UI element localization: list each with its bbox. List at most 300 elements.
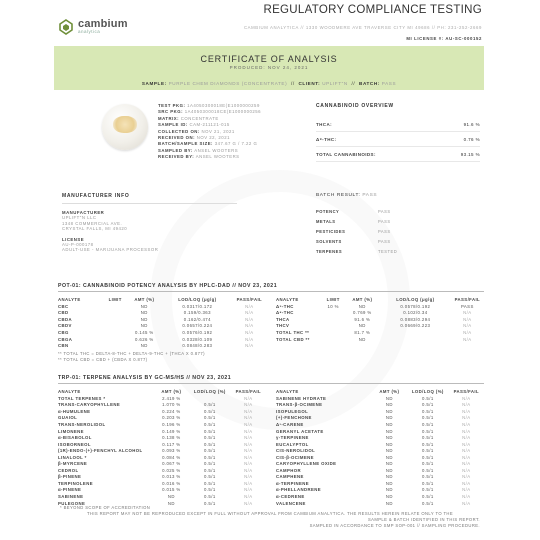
sample-info-key: RECEIVED BY: — [158, 154, 195, 160]
result-cell — [380, 336, 451, 343]
potency-notes — [58, 351, 205, 363]
result-cell: 0.5/1 — [422, 474, 434, 480]
disclaimer-line-2: SAMPLE & BATCH IDENTIFIED IN THIS REPORT. — [367, 517, 480, 522]
result-cell: ND — [385, 435, 393, 441]
result-cell: 0.5/1 — [204, 441, 216, 447]
result-cell: ND — [385, 487, 393, 493]
analyte-name: γ-TERPINENE — [276, 435, 309, 441]
column-header: LOD/LOQ (%) — [411, 388, 444, 394]
result-cell: 0.5/1 — [422, 441, 434, 447]
result-cell: N/A — [244, 467, 253, 473]
result-cell: ND — [385, 395, 393, 401]
total-cbd-note: ** TOTAL CBD = CBD + (CBDA X 0.877) — [58, 357, 148, 362]
column-header: LIMIT — [326, 296, 340, 302]
result-cell: 0.626 % — [135, 336, 154, 342]
sample-info-key: BATCH/SAMPLE SIZE: — [158, 141, 213, 147]
result-cell: N/A — [462, 493, 471, 499]
result-cell: ND — [385, 454, 393, 460]
overview-row — [316, 132, 480, 147]
sample-info-key: RECEIVED ON: — [158, 135, 196, 141]
batch-result — [316, 193, 436, 256]
analyte-name: PULEGONE — [58, 500, 86, 506]
analyte-name: SABINENE HYDRATE — [276, 395, 327, 401]
manufacturer-title: MANUFACTURER INFO — [62, 193, 130, 199]
analyte-name: SABINENE — [58, 493, 84, 499]
test-status: PASS — [378, 218, 391, 224]
column-header: LOD/LOQ (%) — [193, 388, 226, 394]
result-cell: N/A — [462, 461, 471, 467]
analyte-name: (1R)-ENDO-(+)-FENCHYL ALCOHOL — [58, 448, 143, 454]
result-cell: N/A — [462, 487, 471, 493]
result-cell: ND — [385, 448, 393, 454]
potency-rule — [58, 291, 484, 292]
result-cell: N/A — [245, 303, 254, 309]
result-cell: N/A — [462, 448, 471, 454]
result-cell: ND — [385, 421, 393, 427]
analyte-name: TRANS-NEROLIDOL — [58, 421, 106, 427]
result-cell: N/A — [463, 310, 472, 316]
test-status: TESTED — [378, 248, 398, 254]
batch-value: PASS — [381, 81, 397, 86]
result-cell: 0.5/1 — [422, 435, 434, 441]
analyte-name: CBG — [58, 329, 69, 335]
result-cell: N/A — [244, 421, 253, 427]
batch-label: BATCH: — [359, 81, 380, 86]
logo-name: cambium — [78, 18, 128, 31]
analyte-name: CIS-NEROLIDOL — [276, 448, 316, 454]
analyte-name: GUAIOL — [58, 415, 78, 421]
result-cell — [104, 342, 127, 349]
column-header: ANALYTE — [276, 296, 299, 302]
result-cell: 0.5/1 — [422, 467, 434, 473]
result-cell: ND — [385, 428, 393, 434]
manufacturer-info — [62, 193, 242, 253]
result-cell: N/A — [462, 402, 471, 408]
column-header: PASS/FAIL — [454, 296, 481, 302]
table-row — [58, 342, 266, 349]
overview-value: 93.15 % — [460, 152, 480, 157]
result-cell: N/A — [463, 336, 472, 342]
result-cell: 0.5/1 — [422, 421, 434, 427]
result-cell: N/A — [463, 316, 472, 322]
result-cell: ND — [140, 310, 148, 316]
column-header: PASS/FAIL — [453, 388, 480, 394]
result-cell: 0.769 % — [353, 310, 372, 316]
analyte-name: β-MYRCENE — [58, 461, 88, 467]
sample-info-key: SAMPLED BY: — [158, 147, 193, 153]
result-cell: 1.070 % — [162, 402, 181, 408]
analyte-name: THCV — [276, 323, 290, 329]
result-cell: 0.5/1 — [204, 500, 216, 506]
test-result-row — [316, 216, 436, 226]
result-cell: N/A — [244, 454, 253, 460]
result-cell: 0.138 % — [162, 435, 181, 441]
potency-section-title: POT-01: CANNABINOID POTENCY ANALYSIS BY HPLC-DAD // NOV 23, 2021 — [58, 283, 278, 289]
result-cell: 0.203 % — [162, 415, 181, 421]
result-cell: 0.5/1 — [204, 487, 216, 493]
sample-info-value: NOV 22, 2021 — [196, 135, 230, 141]
result-cell: N/A — [463, 323, 472, 329]
result-cell: N/A — [462, 454, 471, 460]
result-cell: 0.5/1 — [422, 395, 434, 401]
sample-info-key: SAMPLE ID: — [158, 122, 188, 128]
test-name: PESTICIDES — [316, 228, 346, 234]
analyte-name: EUCALYPTOL — [276, 441, 309, 447]
terpene-section-title: TRP-01: TERPENE ANALYSIS BY GC-MS/HS // NOV 23, 2021 — [58, 375, 232, 381]
column-header: ANALYTE — [58, 296, 81, 302]
column-header: LIMIT — [108, 296, 122, 302]
result-cell — [322, 336, 345, 343]
result-cell: 0.162/0.474 — [183, 316, 211, 322]
sample-info-value: CAM-211121-015 — [189, 122, 230, 128]
analyte-name: TOTAL CBD ** — [276, 336, 310, 342]
test-result-row — [316, 206, 436, 216]
result-cell: 0.5/1 — [422, 461, 434, 467]
column-header: ANALYTE — [58, 388, 81, 394]
analyte-name: GERANYL ACETATE — [276, 428, 324, 434]
test-result-row — [316, 246, 436, 256]
result-cell: N/A — [462, 395, 471, 401]
overview-key: Δ⁹-THC: — [316, 137, 337, 142]
result-cell: 0.5/1 — [422, 408, 434, 414]
result-cell: N/A — [245, 336, 254, 342]
result-cell: PASS — [460, 303, 474, 309]
result-cell: N/A — [462, 467, 471, 473]
result-cell: ND — [140, 323, 148, 329]
result-cell: N/A — [462, 428, 471, 434]
test-result-row — [316, 236, 436, 246]
result-cell: N/A — [244, 441, 253, 447]
test-name: TERPENES — [316, 248, 343, 254]
result-cell: 0.5/1 — [422, 480, 434, 486]
table-row — [276, 336, 484, 343]
result-cell: N/A — [462, 474, 471, 480]
result-cell: N/A — [244, 474, 253, 480]
result-cell: 10 % — [327, 303, 339, 309]
client-value: UPLIFT"N — [322, 81, 348, 86]
result-cell: 0.5/1 — [204, 493, 216, 499]
result-cell: 0.159/0.363 — [183, 310, 211, 316]
analyte-name: Δ⁸-THC — [276, 310, 294, 316]
disclaimer-line-3: SAMPLED IN ACCORDANCE TO SMP SOP-001 // SAMPLING PROCEDURE. — [309, 523, 480, 528]
analyte-name: TOTAL TERPENES * — [58, 395, 106, 401]
terpene-table-right — [276, 387, 484, 506]
sample-info-key: COLLECTED ON: — [158, 128, 200, 134]
result-cell: 0.117 % — [162, 441, 181, 447]
result-cell: 0.5/1 — [422, 487, 434, 493]
license-line: ADULT-USE - MARIJUANA PROCESSOR — [62, 247, 159, 253]
batch-result-label: BATCH RESULT: — [316, 193, 361, 198]
result-cell: N/A — [463, 329, 472, 335]
result-cell: N/A — [244, 402, 253, 408]
analyte-name: Δ⁹-THC — [276, 303, 294, 309]
result-cell: 0.5/1 — [204, 408, 216, 414]
result-cell: 0.0578/0.192 — [400, 303, 431, 309]
analyte-name: TOTAL THC ** — [276, 329, 310, 335]
result-cell: 0.067 % — [162, 461, 181, 467]
result-cell: N/A — [245, 329, 254, 335]
sample-info-value: 1A4050300018E(E1000000259 — [187, 103, 260, 108]
result-cell: N/A — [244, 395, 253, 401]
analyte-name: α-CEDRENE — [276, 493, 305, 499]
result-cell: 0.5/1 — [204, 428, 216, 434]
analyte-name: α-BISABOLOL — [58, 435, 92, 441]
lab-license: MI LICENSE #: AU-SC-000152 — [406, 36, 482, 41]
test-name: METALS — [316, 218, 336, 224]
overview-value: 91.6 % — [463, 122, 480, 127]
report-type-title: REGULATORY COMPLIANCE TESTING — [263, 4, 482, 16]
result-cell: ND — [140, 303, 148, 309]
manufacturer-line: 1348 COMMERCIAL AVE. — [62, 220, 123, 226]
manufacturer-line: CRYSTAL FALLS, MI 49420 — [62, 226, 128, 232]
analyte-name: α-PINENE — [58, 487, 82, 493]
result-cell: N/A — [462, 408, 471, 414]
analyte-name: ISOPULEGOL — [276, 408, 309, 414]
analyte-name: CBGA — [58, 336, 73, 342]
sample-info-value: 1A4050300018CE(E1000000256 — [184, 109, 262, 115]
accreditation-note: * BEYOND SCOPE OF ACCREDITATION — [60, 505, 151, 510]
result-cell: 0.5/1 — [422, 415, 434, 421]
analyte-name: CBN — [58, 343, 69, 349]
column-header: AMT (%) — [352, 296, 373, 302]
potency-table-right — [276, 295, 484, 342]
test-name: SOLVENTS — [316, 238, 342, 244]
result-cell: N/A — [245, 310, 254, 316]
result-cell: N/A — [244, 415, 253, 421]
result-cell: 0.0317/0.172 — [182, 303, 213, 309]
result-cell: 0.016 % — [162, 480, 181, 486]
overview-key: THCA: — [316, 122, 332, 127]
result-cell: 0.5/1 — [204, 435, 216, 441]
analyte-name: (+)-FENCHONE — [276, 415, 312, 421]
result-cell: N/A — [245, 316, 254, 322]
total-thc-note: ** TOTAL THC = DELTA-8-THC + DELTA-9-THC + (THCA X 0.877) — [58, 351, 205, 356]
column-header: AMT (%) — [161, 388, 182, 394]
result-cell: 0.5/1 — [422, 428, 434, 434]
overview-row — [316, 147, 480, 162]
result-cell: 0.5/1 — [422, 500, 434, 506]
result-cell: N/A — [244, 461, 253, 467]
analyte-name: CBC — [58, 303, 69, 309]
result-cell: 2.419 % — [162, 395, 181, 401]
disclaimer-line-1: THIS REPORT MAY NOT BE REPRODUCED EXCEPT IN FULL WITHOUT APPROVAL FROM CAMBIUM ANALYTICA. THE RESULTS HEREIN RELATE ONLY TO THE — [86, 511, 454, 516]
result-cell: N/A — [245, 343, 254, 349]
result-cell: 0.196 % — [162, 421, 181, 427]
result-cell: ND — [385, 493, 393, 499]
cannabinoid-overview-title: CANNABINOID OVERVIEW — [316, 103, 394, 109]
result-cell: 0.5/1 — [422, 493, 434, 499]
result-cell: 0.015 % — [162, 487, 181, 493]
sample-info-value: ANSEL WOOTERS — [195, 154, 240, 160]
terpene-table-left — [58, 387, 266, 506]
result-cell: N/A — [244, 448, 253, 454]
report-footer — [60, 505, 480, 529]
result-cell: 0.5/1 — [204, 415, 216, 421]
result-cell: 0.5/1 — [204, 454, 216, 460]
manufacturer-label: MANUFACTURER — [62, 210, 105, 215]
result-cell: 0.5/1 — [204, 461, 216, 467]
result-cell: ND — [358, 303, 366, 309]
analyte-name: LINALOOL * — [58, 454, 87, 460]
sample-info-key: MATRIX: — [158, 115, 180, 121]
test-status: PASS — [378, 228, 391, 234]
analyte-name: CARYOPHYLLENE OXIDE — [276, 461, 337, 467]
result-cell: 0.013 % — [162, 474, 181, 480]
test-status: PASS — [378, 238, 391, 244]
column-header: PASS/FAIL — [236, 296, 263, 302]
analyte-name: TERPINOLENE — [58, 480, 93, 486]
result-cell: 0.5/1 — [204, 474, 216, 480]
result-cell: ND — [385, 441, 393, 447]
result-cell: 0.093 % — [162, 448, 181, 454]
client-label: CLIENT: — [298, 81, 321, 86]
result-cell: ND — [140, 316, 148, 322]
column-header: AMT (%) — [379, 388, 400, 394]
result-cell: ND — [385, 474, 393, 480]
analyte-name: Δ³-CARENE — [276, 421, 304, 427]
analyte-name: CEDROL — [58, 467, 79, 473]
overview-value: 0.76 % — [463, 137, 480, 142]
test-status: PASS — [378, 208, 391, 214]
overview-key: TOTAL CANNABINOIDS: — [316, 152, 376, 157]
result-cell: 0.5/1 — [204, 480, 216, 486]
result-cell: ND — [385, 467, 393, 473]
sample-info-value: CONCENTRATE — [180, 115, 219, 121]
lab-address: CAMBIUM ANALYTICA // 1330 WOODMERE AVE TRAVERSE CITY MI 49686 // PH: 231-252-2669 — [243, 25, 482, 30]
certificate-title: CERTIFICATE OF ANALYSIS — [200, 54, 338, 64]
result-cell: N/A — [462, 421, 471, 427]
sample-label: SAMPLE: — [141, 81, 167, 86]
analyte-name: VALENCENE — [276, 500, 306, 506]
analyte-name: CBD — [58, 310, 69, 316]
analyte-name: CIS-β-OCIMENE — [276, 454, 314, 460]
terpene-rule — [58, 383, 484, 384]
result-cell: ND — [358, 336, 366, 342]
analyte-name: α-PHELLANDRENE — [276, 487, 322, 493]
logo-sub: analytica — [78, 29, 101, 35]
sample-info-value: NOV 21, 2021 — [201, 128, 235, 134]
result-cell: N/A — [244, 487, 253, 493]
result-cell: ND — [167, 500, 175, 506]
sample-info-key: SRC PKG: — [158, 109, 184, 115]
result-cell: 0.224 % — [162, 408, 181, 414]
analyte-name: CAMPHENE — [276, 474, 304, 480]
result-cell: N/A — [462, 441, 471, 447]
column-header: LOD/LOQ (μg/g) — [178, 296, 217, 302]
logo-icon — [58, 19, 74, 35]
result-cell: 0.084 % — [162, 454, 181, 460]
sample-summary-line: SAMPLE: PURPLE CHEM DIAMONDS (CONCENTRATE) // CLIENT: UPLIFT"N // BATCH: PASS — [141, 81, 397, 86]
produced-date: PRODUCED: NOV 24, 2021 — [229, 65, 309, 70]
analyte-name: CAMPHOR — [276, 467, 301, 473]
column-header: AMT (%) — [134, 296, 155, 302]
potency-table-left — [58, 295, 266, 349]
result-cell: 0.145 % — [135, 329, 154, 335]
logo — [58, 19, 128, 35]
column-header: LOD/LOQ (μg/g) — [396, 296, 435, 302]
column-header: PASS/FAIL — [235, 388, 262, 394]
test-result-row — [316, 226, 436, 236]
result-cell: N/A — [462, 415, 471, 421]
analyte-name: CBDV — [58, 323, 72, 329]
result-cell: ND — [385, 415, 393, 421]
result-cell: ND — [385, 402, 393, 408]
result-cell: 0.5/1 — [204, 421, 216, 427]
analyte-name: LIMONENE — [58, 428, 84, 434]
result-cell: 0.5/1 — [204, 467, 216, 473]
analyte-name: THCA — [276, 316, 290, 322]
result-cell: 0.0328/0.109 — [182, 336, 213, 342]
result-cell: ND — [385, 408, 393, 414]
manufacturer-line: UPLIFT"N LLC — [62, 215, 97, 220]
analyte-name: ISOBORNEOL — [58, 441, 91, 447]
result-cell: 0.0669/0.223 — [400, 323, 431, 329]
overview-row — [316, 117, 480, 132]
result-cell: N/A — [244, 435, 253, 441]
result-cell: ND — [385, 480, 393, 486]
result-cell: N/A — [244, 480, 253, 486]
analyte-name: α-TERPINENE — [276, 480, 310, 486]
result-cell: 0.5/1 — [422, 448, 434, 454]
result-cell: 0.025 % — [162, 467, 181, 473]
result-cell: N/A — [244, 408, 253, 414]
result-cell: ND — [167, 493, 175, 499]
cannabinoid-overview — [316, 103, 480, 162]
result-cell: N/A — [244, 428, 253, 434]
result-cell: N/A — [462, 435, 471, 441]
result-cell: 0.5/1 — [204, 402, 216, 408]
result-cell: ND — [385, 461, 393, 467]
result-cell: N/A — [244, 493, 253, 499]
sample-value: PURPLE CHEM DIAMONDS (CONCENTRATE) — [168, 81, 288, 86]
result-cell: 0.0848/0.283 — [182, 343, 213, 349]
analyte-name: α-HUMULENE — [58, 408, 91, 414]
sample-info-row — [158, 154, 261, 160]
analyte-name: TRANS-CARYOPHYLLENE — [58, 402, 121, 408]
column-header: ANALYTE — [276, 388, 299, 394]
license-line: AU-P-000178 — [62, 241, 94, 247]
batch-result-value: PASS — [362, 193, 378, 198]
analyte-name: β-PINENE — [58, 474, 82, 480]
result-cell: N/A — [244, 500, 253, 506]
sample-info-list — [158, 103, 261, 161]
result-cell: 81.7 % — [354, 329, 371, 335]
result-cell: 0.0657/0.224 — [182, 323, 213, 329]
result-cell: 0.102/0.34 — [403, 310, 428, 316]
result-cell: 0.0576/0.192 — [182, 329, 213, 335]
test-name: POTENCY — [316, 208, 340, 214]
result-cell: N/A — [245, 323, 254, 329]
analyte-name: TRANS-β-OCIMENE — [276, 402, 323, 408]
result-cell: 0.5/1 — [204, 448, 216, 454]
result-cell: ND — [358, 323, 366, 329]
result-cell: ND — [140, 343, 148, 349]
result-cell: 0.0883/0.294 — [400, 316, 431, 322]
result-cell: N/A — [462, 480, 471, 486]
result-cell: 0.5/1 — [422, 454, 434, 460]
sample-info-value: ANSEL WOOTERS — [194, 147, 239, 153]
result-cell: 0.5/1 — [422, 402, 434, 408]
result-cell: 91.6 % — [354, 316, 371, 322]
analyte-name: CBDA — [58, 316, 73, 322]
sample-photo — [102, 104, 148, 150]
result-cell: 0.149 % — [162, 428, 181, 434]
license-label: LICENSE — [62, 236, 85, 242]
sample-info-value: 347.67 G / 7.22 G — [214, 141, 258, 147]
result-cell: N/A — [462, 500, 471, 506]
result-cell: ND — [385, 500, 393, 506]
sample-info-key: TEST PKG: — [158, 103, 186, 108]
